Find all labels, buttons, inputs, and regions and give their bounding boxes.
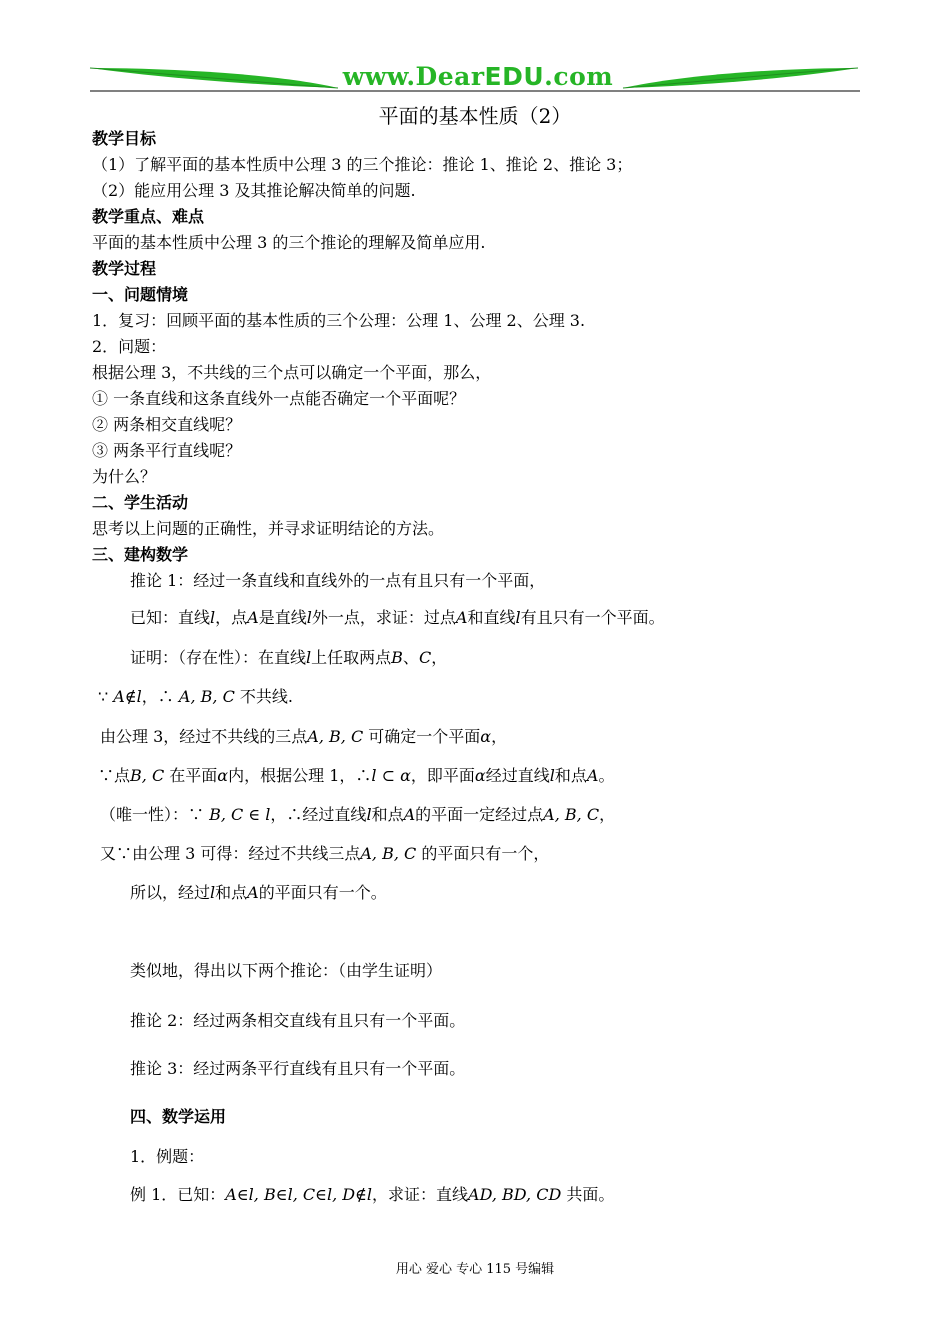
logo-text-a: www.Dear xyxy=(342,62,485,91)
similarly-text: 类似地，得出以下两个推论：（由学生证明） xyxy=(130,961,443,980)
heading-section-3: 三、建构数学 xyxy=(92,545,189,564)
question-label: 2．问题： xyxy=(92,337,167,356)
page-footer: 用心 爱心 专心 115 号编辑 xyxy=(395,1262,555,1277)
page-title: 平面的基本性质（2） xyxy=(378,104,572,128)
heading-section-1: 一、问题情境 xyxy=(92,285,189,304)
heading-process: 教学过程 xyxy=(92,259,157,278)
question-2: ② 两条相交直线呢？ xyxy=(92,415,242,434)
header-banner xyxy=(88,58,862,98)
proof-step-axiom3: 由公理 3，经过不共线的三点A, B, C 可确定一个平面α， xyxy=(100,727,508,746)
heading-objectives: 教学目标 xyxy=(92,129,157,148)
objective-1: （1）了解平面的基本性质中公理 3 的三个推论：推论 1、推论 2、推论 3； xyxy=(92,155,633,174)
corollary-2: 推论 2：经过两条相交直线有且只有一个平面。 xyxy=(130,1011,466,1030)
question-3: ③ 两条平行直线呢？ xyxy=(92,441,242,460)
corollary-1: 推论 1：经过一条直线和直线外的一点有且只有一个平面， xyxy=(130,571,546,590)
heading-section-2: 二、学生活动 xyxy=(92,493,189,512)
proof-conclusion: 所以，经过l和点A的平面只有一个。 xyxy=(130,883,387,902)
logo-text-b: EDU xyxy=(484,62,545,91)
activity-text: 思考以上问题的正确性，并寻求证明结论的方法。 xyxy=(92,519,445,538)
site-logo xyxy=(338,62,618,91)
proof-existence: 证明：（存在性）：在直线l上任取两点B、C， xyxy=(130,648,448,667)
corollary-3: 推论 3：经过两条平行直线有且只有一个平面。 xyxy=(130,1059,466,1078)
heading-key-points: 教学重点、难点 xyxy=(92,207,205,226)
proof-step-noncollinear: ∵ A∉l，∴ A, B, C 不共线. xyxy=(98,687,293,706)
question-why: 为什么？ xyxy=(92,467,157,486)
question-1: ① 一条直线和这条直线外一点能否确定一个平面呢？ xyxy=(92,389,466,408)
proof-given: 已知：直线l，点A是直线l外一点，求证：过点A和直线l有且只有一个平面。 xyxy=(130,608,665,627)
proof-step-only-one: 又∵由公理 3 可得：经过不共线三点A, B, C 的平面只有一个， xyxy=(100,844,550,863)
example-1: 例 1．已知：A∈l, B∈l, C∈l, D∉l，求证：直线AD, BD, CD 共面。 xyxy=(130,1185,615,1204)
key-points-text: 平面的基本性质中公理 3 的三个推论的理解及简单应用. xyxy=(92,233,486,252)
proof-uniqueness: （唯一性）：∵ B, C ∈ l，∴经过直线l和点A的平面一定经过点A, B, C， xyxy=(100,805,616,824)
proof-step-axiom1: ∵点B, C 在平面α内，根据公理 1，∴l ⊂ α，即平面α经过直线l和点A。 xyxy=(98,766,615,785)
examples-label: 1．例题： xyxy=(130,1147,205,1166)
objective-2: （2）能应用公理 3 及其推论解决简单的问题. xyxy=(92,181,416,200)
logo-text-c: .com xyxy=(544,62,614,91)
question-intro: 根据公理 3，不共线的三个点可以确定一个平面，那么， xyxy=(92,363,492,382)
review-line: 1．复习：回顾平面的基本性质的三个公理：公理 1、公理 2、公理 3. xyxy=(92,311,586,330)
heading-section-4: 四、数学运用 xyxy=(130,1107,227,1126)
